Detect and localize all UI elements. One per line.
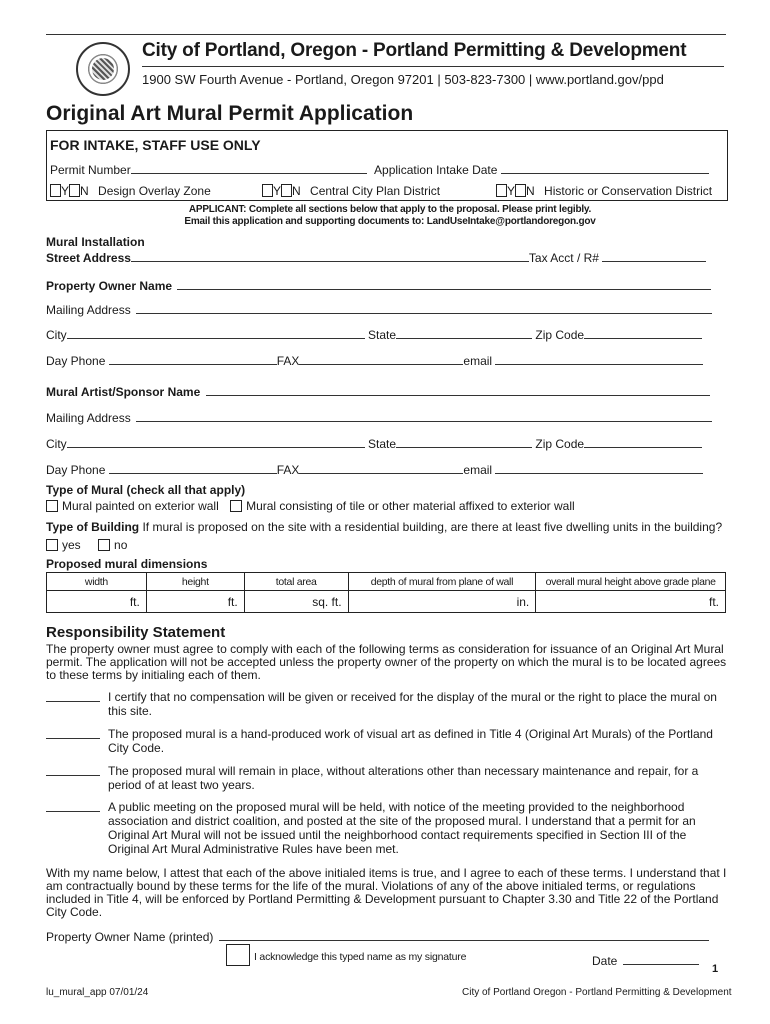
- artist-city-label: City: [46, 437, 67, 451]
- header-divider: [142, 66, 724, 67]
- owner-mailing-label: Mailing Address: [46, 303, 131, 317]
- building-yes-label: yes: [62, 538, 81, 552]
- permit-number-field[interactable]: [131, 162, 367, 174]
- historic-n-checkbox[interactable]: [515, 184, 526, 197]
- building-no-label: no: [114, 538, 128, 552]
- design-overlay-n-checkbox[interactable]: [69, 184, 80, 197]
- artist-name-row: [46, 384, 710, 399]
- city-seal-logo: [76, 42, 130, 96]
- owner-name-row: [46, 278, 711, 293]
- mural-painted-label: Mural painted on exterior wall: [62, 499, 219, 513]
- initial-field-4[interactable]: [46, 800, 100, 812]
- responsibility-heading: Responsibility Statement: [46, 624, 226, 641]
- y-label: Y: [61, 184, 70, 198]
- owner-city-row: [46, 327, 702, 342]
- permit-number-label: Permit Number: [50, 163, 131, 177]
- intake-date-field[interactable]: [501, 162, 709, 174]
- design-overlay-y-checkbox[interactable]: [50, 184, 61, 197]
- artist-fax-label: FAX: [276, 463, 300, 477]
- artist-mailing-label: Mailing Address: [46, 411, 131, 425]
- artist-phone-row: [46, 462, 703, 477]
- owner-name-field[interactable]: [177, 278, 711, 290]
- responsibility-item-4: A public meeting on the proposed mural will be held, with notice of the meeting provided to the neighborhood association and district coalition, and posted at the site of the proposed mural. I understand that a permit for an Original Art Mural will not be issued until the neighborhood contact requirements specified in Section III of the Original Art Mural Administrative Rules have been met.: [108, 800, 696, 856]
- owner-state-field[interactable]: [396, 327, 532, 339]
- building-type-question: If mural is proposed on the site with a residential building, are there at least five dwelling units in the building?: [142, 520, 723, 534]
- responsibility-item-2: The proposed mural is a hand-produced work of visual art as defined in Title 4 (Original Art Murals) of the Portland City Code.: [108, 727, 713, 755]
- owner-city-field[interactable]: [67, 327, 365, 339]
- dimensions-heading: Proposed mural dimensions: [46, 557, 208, 571]
- artist-city-field[interactable]: [67, 436, 365, 448]
- y-label: Y: [273, 184, 282, 198]
- installation-label-1: Mural Installation: [46, 235, 145, 249]
- artist-mailing-row: [46, 410, 712, 425]
- building-type-options: [46, 538, 127, 552]
- date-label: Date: [592, 954, 618, 968]
- mural-type-options: [46, 499, 575, 513]
- dim-col-width: width: [47, 573, 147, 591]
- responsibility-intro: The property owner must agree to comply with each of the following terms as consideration for issuance of an Original Art Mural permit. The application will not be accepted unless the property owner of the property on which the mural is to be located agrees to these terms by initialing each of them.: [46, 642, 727, 682]
- building-type-row: [46, 520, 722, 534]
- acknowledge-signature-checkbox[interactable]: [226, 944, 250, 966]
- owner-city-label: City: [46, 328, 67, 342]
- footer-org: City of Portland Oregon - Portland Permitting & Development: [462, 987, 732, 998]
- intake-row-2: [50, 184, 211, 198]
- mural-type-heading: Type of Mural (check all that apply): [46, 483, 246, 497]
- form-code: lu_mural_app 07/01/24: [46, 987, 149, 998]
- mural-tile-checkbox[interactable]: [230, 500, 242, 512]
- artist-mailing-field[interactable]: [136, 410, 712, 422]
- header-top-rule: [46, 34, 726, 35]
- central-city-y-checkbox[interactable]: [262, 184, 273, 197]
- dim-overall-height-field[interactable]: ft.: [536, 591, 726, 613]
- owner-mailing-field[interactable]: [136, 302, 712, 314]
- instructions-line-2: Email this application and supporting documents to: LandUseIntake@portlandoregon.gov: [184, 216, 596, 227]
- initial-field-3[interactable]: [46, 764, 100, 776]
- artist-fax-field[interactable]: [299, 462, 463, 474]
- central-city-n-checkbox[interactable]: [281, 184, 292, 197]
- artist-day-phone-label: Day Phone: [46, 463, 106, 477]
- n-label: N: [80, 184, 89, 198]
- intake-date-label: Application Intake Date: [374, 163, 498, 177]
- owner-name-label: Property Owner Name: [46, 279, 173, 293]
- tax-acct-field[interactable]: [602, 250, 706, 262]
- artist-zip-field[interactable]: [584, 436, 702, 448]
- initial-field-2[interactable]: [46, 727, 100, 739]
- owner-zip-label: Zip Code: [535, 328, 585, 342]
- building-type-heading: Type of Building: [46, 520, 140, 534]
- building-no-checkbox[interactable]: [98, 539, 110, 551]
- intake-heading: FOR INTAKE, STAFF USE ONLY: [50, 137, 261, 153]
- printed-name-row: [46, 929, 709, 944]
- printed-name-label: Property Owner Name (printed): [46, 930, 214, 944]
- form-title: Original Art Mural Permit Application: [46, 102, 414, 125]
- intake-row-2b: [262, 184, 440, 198]
- mural-painted-checkbox[interactable]: [46, 500, 58, 512]
- historic-y-checkbox[interactable]: [496, 184, 507, 197]
- installation-row: [46, 250, 706, 265]
- owner-zip-field[interactable]: [584, 327, 702, 339]
- artist-city-row: [46, 436, 702, 451]
- instructions-line-1: APPLICANT: Complete all sections below that apply to the proposal. Please print legibly.: [188, 204, 592, 215]
- building-yes-checkbox[interactable]: [46, 539, 58, 551]
- acknowledge-label: I acknowledge this typed name as my signature: [254, 951, 467, 963]
- dim-width-field[interactable]: ft.: [47, 591, 147, 613]
- n-label: N: [526, 184, 535, 198]
- header-subtitle: 1900 SW Fourth Avenue - Portland, Oregon 97201 | 503-823-7300 | www.portland.gov/ppd: [142, 72, 664, 87]
- artist-email-label: email: [463, 463, 493, 477]
- date-field[interactable]: [623, 953, 699, 965]
- owner-fax-label: FAX: [276, 354, 300, 368]
- intake-row-1: [50, 162, 709, 177]
- page-number: 1: [712, 963, 719, 975]
- intake-row-2c: [496, 184, 712, 198]
- dim-area-field[interactable]: sq. ft.: [244, 591, 348, 613]
- dim-col-depth: depth of mural from plane of wall: [348, 573, 536, 591]
- artist-state-field[interactable]: [396, 436, 532, 448]
- initial-field-1[interactable]: [46, 690, 100, 702]
- design-overlay-label: Design Overlay Zone: [98, 184, 211, 198]
- responsibility-item-1: I certify that no compensation will be given or received for the display of the mural or the right to place the mural on this site.: [108, 690, 717, 718]
- responsibility-item-3: The proposed mural will remain in place, without alterations other than necessary maintenance and repair, for a period of at least two years.: [108, 764, 699, 792]
- dim-height-field[interactable]: ft.: [146, 591, 244, 613]
- mural-tile-label: Mural consisting of tile or other material affixed to exterior wall: [246, 499, 575, 513]
- dim-col-area: total area: [244, 573, 348, 591]
- artist-zip-label: Zip Code: [535, 437, 585, 451]
- owner-email-field[interactable]: [495, 353, 703, 365]
- y-label: Y: [507, 184, 516, 198]
- owner-day-phone-label: Day Phone: [46, 354, 106, 368]
- artist-name-label: Mural Artist/Sponsor Name: [46, 385, 201, 399]
- dim-col-overall-height: overall mural height above grade plane: [536, 573, 726, 591]
- artist-name-field[interactable]: [206, 384, 710, 396]
- dim-depth-field[interactable]: in.: [348, 591, 536, 613]
- tax-acct-label: Tax Acct / R#: [528, 251, 599, 265]
- central-city-label: Central City Plan District: [310, 184, 441, 198]
- n-label: N: [292, 184, 301, 198]
- owner-email-label: email: [463, 354, 493, 368]
- street-address-field[interactable]: [131, 250, 529, 262]
- dimensions-table: [46, 572, 726, 613]
- owner-day-phone-field[interactable]: [109, 353, 277, 365]
- header-title: City of Portland, Oregon - Portland Permitting & Development: [142, 40, 687, 61]
- street-address-label: Street Address: [46, 251, 131, 265]
- printed-name-field[interactable]: [219, 929, 709, 941]
- owner-fax-field[interactable]: [299, 353, 463, 365]
- historic-label: Historic or Conservation District: [544, 184, 713, 198]
- owner-mailing-row: [46, 302, 712, 317]
- owner-state-label: State: [368, 328, 397, 342]
- owner-phone-row: [46, 353, 703, 368]
- attest-statement: With my name below, I attest that each of the above initialed items is true, and I agree to each of these terms. I understand that I am contractually bound by these terms for the life of the mural. Violations of any of the above initialed terms, or regulations included in Title 4, will be enforced by Portland Permitting & Development pursuant to Chapter 3.30 and Title 22 of the Portland City Code.: [46, 866, 727, 919]
- artist-day-phone-field[interactable]: [109, 462, 277, 474]
- artist-email-field[interactable]: [495, 462, 703, 474]
- dim-col-height: height: [146, 573, 244, 591]
- date-row: [592, 953, 699, 968]
- artist-state-label: State: [368, 437, 397, 451]
